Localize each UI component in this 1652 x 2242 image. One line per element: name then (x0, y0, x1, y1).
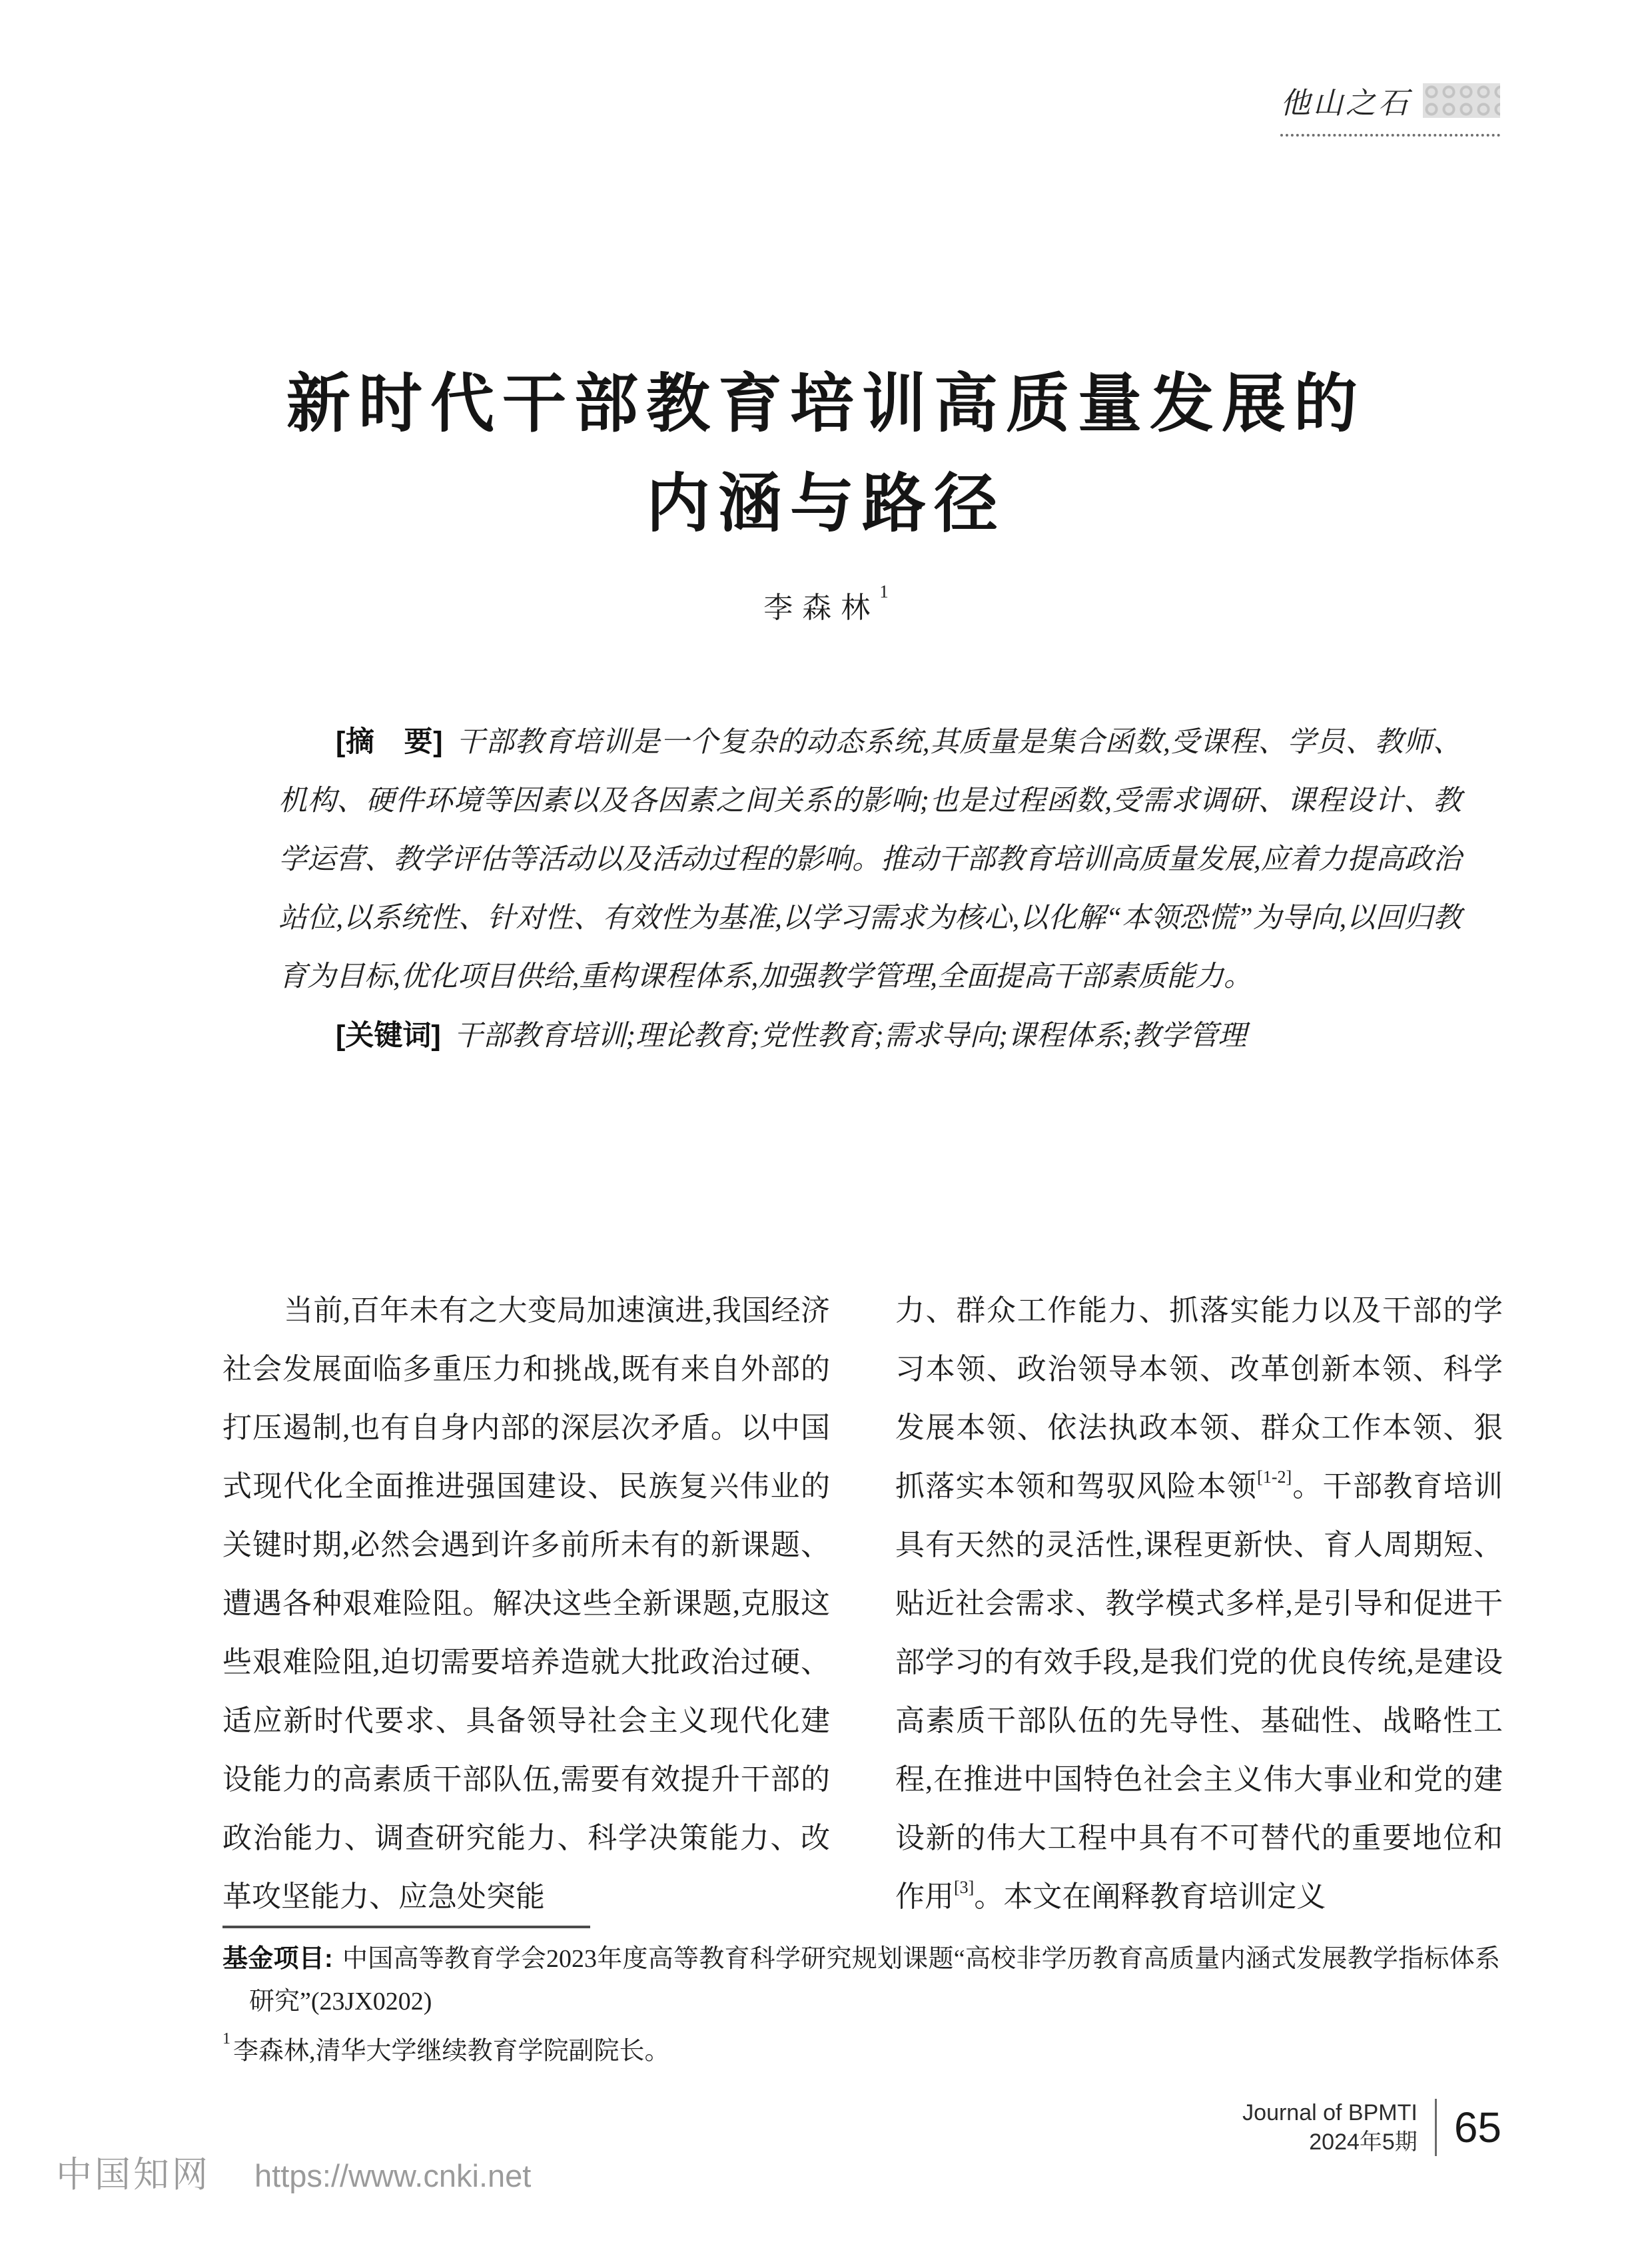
abstract-block (278, 713, 1461, 1066)
body-column-left (222, 1282, 830, 1926)
section-header (1280, 79, 1500, 137)
page-number: 65 (1453, 2103, 1501, 2151)
journal-name-en: Journal of BPMTI (1242, 2100, 1418, 2125)
section-label: 他山之石 (1280, 87, 1412, 120)
author-note-marker: 1 (222, 2030, 230, 2048)
body-column-right (895, 1282, 1503, 1926)
body-text-right (895, 1282, 1503, 1926)
cnki-watermark (56, 2146, 531, 2197)
abstract-text: 干部教育培训是一个复杂的动态系统,其质量是集合函数,受课程、学员、教师、机构、硬件环境等因素以及各因素之间关系的影响;也是过程函数,受需求调研、课程设计、教学运营、教学评估等活动以及活动过程的影响。推动干部教育培训高质量发展,应着力提高政治站位,以系统性、针对性、有效性为基准,以学习需求为核心,以化解“本领恐慌”为导向,以回归教育为目标,优化项目供给,重构课程体系,加强教学管理,全面提高干部素质能力。 (278, 727, 1462, 992)
footnote-divider (222, 1926, 590, 1928)
cnki-site-url: https://www.cnki.net (254, 2158, 532, 2193)
footnotes-block (222, 1926, 1500, 2073)
keywords-paragraph (278, 1006, 1461, 1066)
funding-label: 基金项目: (222, 1945, 333, 1973)
abstract-paragraph (278, 713, 1461, 1006)
funding-note (222, 1938, 1500, 2023)
journal-meta (1242, 2098, 1418, 2157)
citation-ref-1-2: [1-2] (1257, 1467, 1292, 1487)
author-note-text: 李森林,清华大学继续教育学院副院长。 (233, 2037, 670, 2065)
abstract-label: [摘 要] (336, 726, 443, 758)
article-title (0, 354, 1652, 554)
body-text-left: 当前,百年未有之大变局加速演进,我国经济社会发展面临多重压力和挑战,既有来自外部的打压遏制,也有自身内部的深层次矛盾。以中国式现代化全面推进强国建设、民族复兴伟业的关键时期,必然会遇到许多前所未有的新课题、遭遇各种艰难险阻。解决这些全新课题,克服这些艰难险阻,迫切需要培养造就大批政治过硬、适应新时代要求、具备领导社会主义现代化建设能力的高素质干部队伍,需要有效提升干部的政治能力、调查研究能力、科学决策能力、改革攻坚能力、应急处突能 (222, 1294, 830, 1913)
cnki-site-name: 中国知网 (56, 2155, 210, 2195)
citation-ref-3: [3] (954, 1878, 975, 1898)
body-right-seg1: 力、群众工作能力、抓落实能力以及干部的学习本领、政治领导本领、改革创新本领、科学发展本领、依法执政本领、群众工作本领、狠抓落实本领和驾驭风险本领 (895, 1294, 1503, 1503)
author-name: 李森林 (763, 591, 880, 624)
journal-issue: 2024年5期 (1309, 2129, 1418, 2155)
funding-text: 中国高等教育学会2023年度高等教育科学研究规划课题“高校非学历教育高质量内涵式发展教学指标体系研究”(23JX0202) (249, 1945, 1501, 2016)
author-affiliation-marker: 1 (879, 581, 889, 602)
body-right-seg2: 。干部教育培训具有天然的灵活性,课程更新快、育人周期短、贴近社会需求、教学模式多样,是引导和促进干部学习的有效手段,是我们党的优良传统,是建设高素质干部队伍的先导性、基础性、战略性工程,在推进中国特色社会主义伟大事业和党的建设新的伟大工程中具有不可替代的重要地位和作用 (895, 1470, 1503, 1913)
ornament-pattern (1423, 83, 1500, 118)
footer-divider (1435, 2099, 1437, 2156)
body-right-seg3: 。本文在阐释教育培训定义 (974, 1880, 1326, 1913)
keywords-label: [关键词] (336, 1020, 441, 1052)
keywords-text: 干部教育培训;理论教育;党性教育;需求导向;课程体系;教学管理 (454, 1020, 1247, 1052)
title-line-2: 内涵与路径 (646, 468, 1006, 540)
page-footer (1242, 2098, 1501, 2157)
author-note (222, 2024, 1500, 2073)
author-line (0, 583, 1652, 626)
title-line-1: 新时代干部教育培训高质量发展的 (286, 368, 1366, 440)
